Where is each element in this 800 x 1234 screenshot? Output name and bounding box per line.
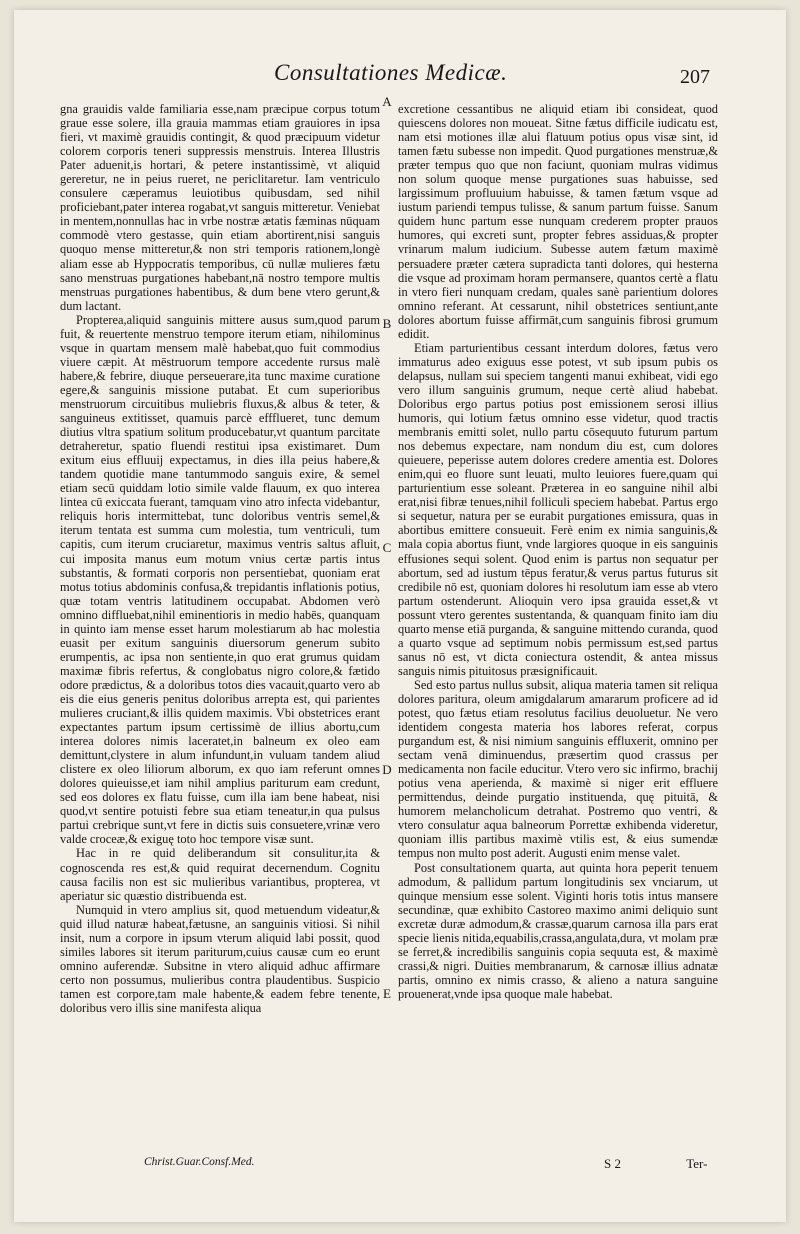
paragraph: Hac in re quid deliberandum sit consulitur,ita & cognoscenda res est,& quid requirat decernendum. Cognitu causa facilis non est sic mulieribus variantibus, propterea, vt aperiatur sic quæstio distribuenda est. [60, 846, 380, 903]
gathering-signature [604, 1156, 707, 1172]
book-page [14, 10, 786, 1222]
paragraph: Post consultationem quarta, aut quinta hora peperit tenuem admodum, & pallidum partum longitudinis sex vnciarum, ut quinque mensium esse solent. Viginti horis totis intus mansere secundinæ, quæ exhibito Castoreo maximo animi deliquio sunt excretæ duræ admodum,& crassæ,quarum carnosa illa pars erat specie lienis nitida,equabilis,crassa,angulata,dura, vt molam præ se ferret,& incredibilis sanguinis copia sequuta est, & maximè crassi,& nigri. Duities membranarum, & carnosæ illius adnatæ partis, omnino ex nimis crasso, & alieno a natura sanguine prouenerat,vnde ipsa quoque male habebat. [398, 860, 718, 1001]
margin-letter-b: B [382, 316, 392, 331]
page-number: 207 [680, 66, 710, 88]
margin-letter-a: A [382, 94, 392, 109]
paragraph: excretione cessantibus ne aliquid etiam ibi consideat, quod quiescens dolores non moueat. Sitne fætus difficile iudicatu est, nam etsi motiones illæ alui flatuum potius opus visæ sint, id tamen fætu subesse non impedit. Quod purgationes menstruæ,& præter tempus quo que non faciunt, quoniam mulras vidimus non solum quoque mense purgationes suas habuisse, sed largissimum profluuium habuisse, & tamen fætum vsque ad iustum pariendi tempus tulisse, & sanum partum fuisse. Sanum quidem hunc partum esse nunquam crederem propter prauos humores, qui excreti sunt, propter febres assiduas,& propter vrinarum malum iudicium. Subesse autem fætum maximè persuadere præter cætera supradicta tanti dolores, qui hesterna die vsque ad proximam horam permansere, quantos certè a flatu in vtero fieri nunquam credam, quales sanè parientium dolores omnino referant. At cessarunt, nihil obstetrices sentiunt,ante dolores abortum fuisse affirmāt,cum sanguinis fibrosi grumum edidit. [398, 102, 718, 341]
signature-mark: S 2 [604, 1156, 621, 1171]
margin-letter-e: E [383, 986, 391, 1001]
paragraph: Sed esto partus nullus subsit, aliqua materia tamen sit reliqua dolores paritura, oleum amigdalarum amararum proficere ad id potest, quo fætus etiam resolutus facilius deuoluetur. Ne vero identidem congesta materia hos labores referat, corpus purgandum est, & nisi nimium sanguinis effluxerit, omnino per sectam venā diminuendus, præsertim quod crassus per medicamenta non facile educitur. Vtero vero sic infirmo, brachij potius vena aperienda, & maximè si niger erit effluere permittendus, deinde purgatio instituenda, quę pituitā, & humorem melancholicum detrahat. Postremo quo ventri, & vtero consulatur aqua balneorum Porrettæ exhibenda videretur, quoniam illis partibus maximè vtilis est, & eius sumendæ tempus non multo post aderit. Augusti enim mense valet. [398, 677, 718, 861]
paragraph: gna grauidis valde familiaria esse,nam præcipue corpus totum graue esse solere, illa grauia mammas etiam grauiores in ipsa fieri, vt maximè grauidis contingit, & quod præcipuum videtur colorem corporis teneri suppressis menstruis. Interea Illustris Pater aduenit,is hortari, & petere instantissimè, vt aliquid gereretur, ne in peius rueret, ne periclitaretur. Iam ventriculo consulere cæperamus leuiotibus quibusdam, sed nihil proficiebant,pater interea rogabat,vt sanguis mitteretur. Veniebat in mentem,nonnullas hac in vrbe nostræ ætatis fæminas nūquam commodè vtero gestasse, quin etiam abortirent,nisi sanguis quoquo mense mitteretur,& non stri temporis rationem,longè aliam esse ab Hyppocratis temporibus, cū nullæ mulieres fætu sano menstruas purgationes habebant,nā nostro tempore multis menstruas purgationes habentibus, & dum bene vtero gerunt,& dum lactant. [60, 102, 380, 313]
page-header [14, 60, 786, 100]
running-title: Consultationes Medicæ. [274, 60, 508, 85]
paragraph: Numquid in vtero amplius sit, quod metuendum videatur,& quid illud naturæ habeat,fætusne, an sanguinis vitiosi. Si nihil insit, num a corpore in ipsum vterum aliquid labi possit, quod similes labores sit iterum pariturum,cuius causæ cum eo erunt omnino auferendæ. Subsitne in vtero aliquid adhuc affirmare certo non possumus, mulieribus contra plaudentibus. Suspicio tamen est corpore,tam male habente,& eadem febre tenente, doloribus vero illis sine manifesta aliqua [60, 902, 380, 1015]
right-column [398, 102, 718, 1001]
left-column [60, 102, 380, 1015]
catchword: Ter- [686, 1156, 708, 1171]
paragraph: Etiam parturientibus cessant interdum dolores, fætus vero immaturus adeo exiguus esse potest, vt sub ipsum pubis os delapsus, nullam sui speciem tangenti manui exhibeat, vidi ego vero illum sanguinis grumum, neque certè aliud habebat. Doloribus ergo partus potius post emissionem serosi illius humoris, qui lotium fætus omnino esse videtur, quod tractis membranis emitti solet, nullo partu cōsequuto futurum partum nos debemus expectare, nam nondum diu est, cum dolores quieuere, peperisse autem dolores credere amentia est. Dolores enim,qui eo fluore sunt leuati, multo leuiores fuere,quam qui parturientium esse soleant. Præterea in eo sanguine nihil albi erat,nisi fibræ tenues,nihil folliculi speciem habebat. Partus ergo si sequetur, natura per se eurabit purgationes emissura, quas in abortibus emittere consueuit. Ferè enim ex nimia sanguinis,& mala copia abortus fiunt, vnde largiores quoque in eis sanguinis effusiones sequi solent. Quod enim is partus non sequatur per abortum, sed ad iustum tēpus feratur,& verus partus futurus sit credibile nō est, quoniam dolores hi resolutum iam esse ab vtero partum ostenderunt. Alioquin vero ipsa grauida esset,& vt possunt vtero gerentes sustentanda, & quanquam finito iam diu quarto mense etiā purganda, & sanguine mittendo curanda, quod a quarto vsque ad septimum nobis permissum est,sed partus sanus nō est, vt dicta coniectura ostendit, & antea missus sanguis nimis pituitosus præsignificauit. [398, 340, 718, 678]
margin-letter-c: C [382, 540, 392, 555]
paragraph: Propterea,aliquid sanguinis mittere ausus sum,quod parum fuit, & reuertente menstruo tempore iterum etiam, nihilominus vsque in quartam mensem malè habebat,quo fuit commodius viuere cæpit. At mēstruorum tempore accedente rursus malè habere,& febrire, diuque perseuerare,ita tunc maxime curatione egere,& sanguinis missione putabat. Et cum superioribus menstruorum circuitibus muliebris fluxus,& albus & teter, & sanguineus extitisset, quamuis parcè effflueret, tunc demum diutius vltra spatium solitum producebatur,vt quantum parcitate detraheretur, spatio fluendi restitui ipsa existimaret. Dum exitum eius effluuij expectamus, in dies illa peius habere,& tandem quotidie mane tantummodo sanguis exire, & semel etiam secū quiddam lotio simile valde flauum, ex quo interea lintea cū exiccata fuerant, tamquam vino atro infecta videbantur, reliquis horis intermittebat, tunc doloribus ventris semel,& iterum tentata est summa cum molestia, tum ventriculi, tum capitis, cum iterum cruciaretur, maximus ventris saltus afluit, cui imposita manus eum motum vnius certæ partis intus substantis, & formati corporis non persentiebat, quoniam erat motus totius abdominis confusa,& trepidantis inflationis potius, quæ totam ventris latitudinem occupabat. Abdomen verò omnino diffluebat,nihil eminentioris in medio habēs, quanquam in quinto iam mense esset harum molestiarum ab hac molestia euasit per exitum sanguinis diuersorum generum subito erumpentis, ac ipsa non sentiente,in quo erat grumus quidam maximæ fibris refertus, & conglobatus nigro colore,& fætido odore prædictus, & a doloribus totos dies vacauit,quarto vero ab eis die eius generis penitus doloribus arrepta est, qui parientes mulieres cruciant,& illis quidem maximis. Vbi obstetrices erant expectantes partum ipsum certissimè de illius abortu,cum interea dolores nimis laceratet,in balneum ex oleo eam demittunt,clystere in alum infundunt,in vuluam tandem aliud clistere ex oleo liliorum alborum, ex quo iam referunt omnes dolores quieuisse,et iam nihil amplius pariturum eam credunt, sed eos dolores ex flatu fuisse, cum illa iam bene habeat, nisi quod,vt sentire potuisti febre sua etiam teneatur,in qua pulsus partui crebrique sunt,vt fere in dictis suis consuetere,vrinæ vero valde croceæ,& exiguę toto hoc tempore visæ sunt. [60, 312, 380, 847]
printer-signature: Christ.Guar.Consf.Med. [144, 1156, 255, 1168]
margin-letter-d: D [382, 762, 392, 777]
